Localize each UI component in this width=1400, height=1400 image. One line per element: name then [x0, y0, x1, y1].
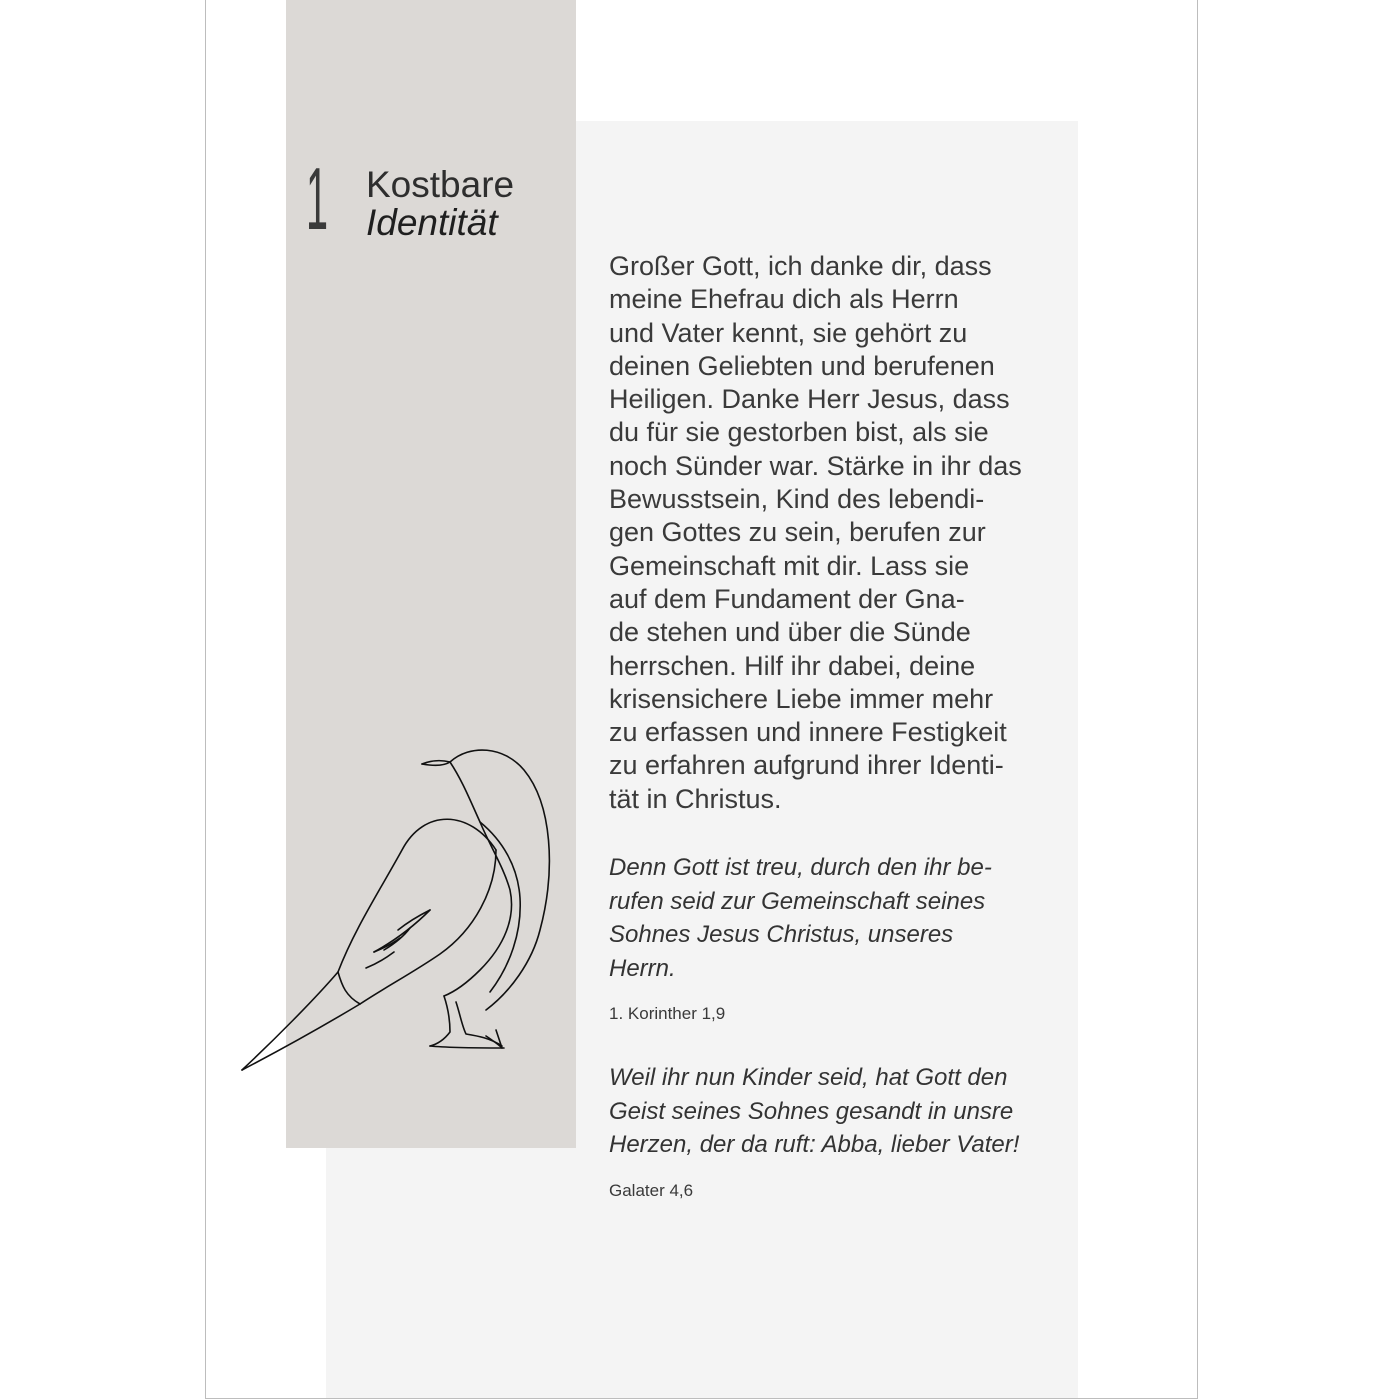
chapter-number: 1 [306, 149, 329, 248]
book-page [205, 0, 1198, 1399]
bird-line-drawing-icon [234, 740, 554, 1080]
chapter-title-line1: Kostbare [366, 164, 515, 205]
bible-verse-1: Denn Gott ist treu, durch den ihr be- rufen seid zur Gemeinschaft seines Sohnes Jesus Christus, unseres Herrn. [609, 854, 992, 982]
bible-verse-2: Weil ihr nun Kinder seid, hat Gott den Geist seines Sohnes gesandt in unsre Herzen, der da ruft: Abba, lieber Vater! [609, 1064, 1020, 1158]
verse-reference-2: Galater 4,6 [609, 1181, 694, 1200]
verse-reference-1: 1. Korinther 1,9 [609, 1004, 726, 1023]
chapter-title-line2: Identität [366, 202, 498, 243]
prayer-text: Großer Gott, ich danke dir, dass meine Ehefrau dich als Herrn und Vater kennt, sie gehört zu deinen Geliebten und berufenen Heiligen. Danke Herr Jesus, dass du für sie gestorben bist, als sie noch Sünder war. Stärke in ihr das Bewusstsein, Kind des lebendi- gen Gottes zu sein, berufen zur Gemeinschaft mit dir. Lass sie auf dem Fundament der Gna- de stehen und über die Sünde herrschen. Hilf ihr dabei, deine krisensichere Liebe immer mehr zu erfassen und innere Festigkeit zu erfahren aufgrund ihrer Identi- tät in Christus. [609, 251, 1022, 814]
